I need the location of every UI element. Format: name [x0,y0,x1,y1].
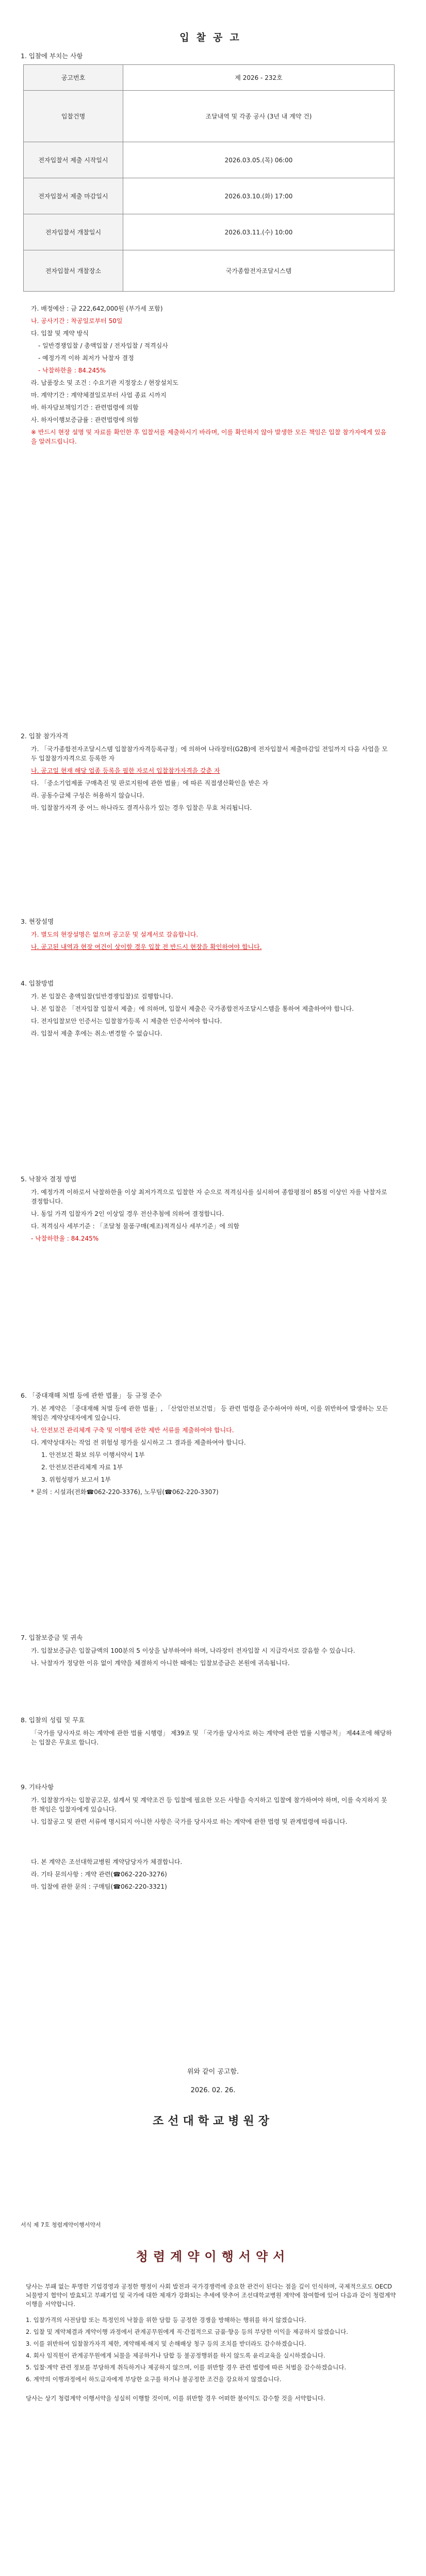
table-row [24,65,395,91]
contract-closing: 당사는 상기 청렴계약 이행서약을 성실히 이행할 것이며, 이를 위반할 경우 어떠한 불이익도 감수할 것을 서약합니다. [26,2395,325,2402]
red-warning: ※ 반드시 현장 설명 및 자료를 확인한 후 입찰서를 제출하시기 바라며, 이를 확인하지 않아 발생한 모든 책임은 입찰 참가자에게 있음을 알려드립니다. [31,429,387,445]
paragraph: 가. 입찰참가자는 입찰공고문, 설계서 및 계약조건 등 입찰에 필요한 모든 사항을 숙지하고 입찰에 참가하여야 하며, 이를 숙지하지 못한 책임은 입찰자에게 있습니다. [31,1797,387,1813]
list-item: 1. 안전보건 확보 의무 이행서약서 1부 [41,1451,145,1459]
section-5-heading: 5. 낙찰자 결정 방법 [21,1175,77,1183]
paragraph: 다. 적격심사 세부기준 : 「조달청 물품구매(제조)적격심사 세부기준」에 의함 [31,1223,240,1230]
section-5-body [31,1188,392,1246]
cutoff-rate: - 낙찰하한율 : 84.245% [31,1235,99,1242]
pledge-item: 5. 입찰·계약 관련 정보를 부당하게 취득하거나 제공하지 않으며, 이를 위반할 경우 관련 법령에 따른 처벌을 감수하겠습니다. [26,2364,347,2371]
paragraph: 라. 공동수급체 구성은 허용하지 않습니다. [31,792,144,799]
section-6-body [31,1404,392,1500]
section-4-heading: 4. 입찰방법 [21,979,54,987]
contract-body [26,2282,397,2406]
notice-page-1 [0,0,426,719]
contact: * 문의 : 시설과(전화☎062-220-3376), 노무팀(☎062-220-3307) [31,1488,219,1496]
paragraph: 가. 본 계약은 「중대재해 처벌 등에 관한 법률」, 「산업안전보건법」 등 관련 법령을 준수하여야 하며, 이를 위반하여 발생하는 모든 책임은 계약상대자에게 있습니다. [31,1405,388,1421]
note: 사. 하자이행보증금률 : 관련법령에 의함 [31,416,139,423]
row-value: 제 2026 - 232호 [123,65,395,91]
paragraph: 나. 안전보건 관리체계 구축 및 이행에 관한 제반 서류를 제출하여야 합니다. [31,1427,234,1434]
pledge-item: 4. 회사 임직원이 관계공무원에게 뇌물을 제공하거나 담합 등 불공정행위를 하지 않도록 윤리교육을 실시하겠습니다. [26,2352,325,2359]
note: 라. 납품장소 및 조건 : 수요기관 지정장소 / 현장설치도 [31,379,178,386]
row-value: 국가종합전자조달시스템 [123,250,395,292]
table-row [24,214,395,250]
row-key: 전자입찰서 개찰일시 [24,214,123,250]
section-1-heading: 1. 입찰에 부치는 사항 [21,52,83,60]
note: 다. 입찰 및 계약 방식 [31,330,89,337]
notice-date: 2026. 02. 26. [190,2087,236,2094]
paragraph: 나. 낙찰자가 정당한 이유 없이 계약을 체결하지 아니한 때에는 입찰보증금은 본원에 귀속됩니다. [31,1659,290,1667]
paragraph: 가. 본 입찰은 총액입찰(일반경쟁입찰)로 집행합니다. [31,993,173,1000]
note: - 예정가격 이하 최저가 낙찰자 결정 [38,354,134,362]
contact: 마. 입찰에 관한 문의 : 구매팀(☎062-220-3321) [31,1883,167,1890]
paragraph: 다. 「중소기업제품 구매촉진 및 판로지원에 관한 법률」에 따른 직접생산확인을 받은 자 [31,779,269,787]
hospital-name: 조선대학교병원장 [152,2115,274,2128]
note: 마. 계약기간 : 계약체결일로부터 사업 종료 시까지 [31,392,167,399]
row-value: 2026.03.10.(화) 17:00 [123,178,395,214]
paragraph: 라. 입찰서 제출 후에는 취소·변경할 수 없습니다. [31,1030,162,1037]
paragraph: 나. 본 입찰은 「전자입찰 입찰서 제출」에 의하며, 입찰서 제출은 국가종합전자조달시스템을 통하여 제출하여야 합니다. [31,1005,354,1012]
note: - 일반경쟁입찰 / 총액입찰 / 전자입찰 / 적격심사 [38,342,168,349]
row-key: 전자입찰서 개찰장소 [24,250,123,292]
section-8-heading: 8. 입찰의 성립 및 무효 [21,1716,85,1724]
paragraph: 가. 별도의 현장설명은 없으며 공고문 및 설계서로 갈음합니다. [31,931,199,938]
table-row [24,91,395,142]
table-row [24,250,395,292]
note: 나. 공사기간 : 착공일로부터 50일 [31,317,123,325]
intro: 당사는 부패 없는 투명한 기업경영과 공정한 행정이 사회 발전과 국가경쟁력에 중요한 관건이 된다는 점을 깊이 인식하며, 국제적으로도 OECD 뇌물방지 협약이 발효되고 부패기업 및 국가에 대한 제재가 강화되는 추세에 맞추어 조선대학교병원 계약에 참여함에 있어 다음과 같이 청렴계약 이행을 서약합니다. [26,2283,396,2308]
section-8-body [31,1728,392,1750]
paragraph: 나. 입찰공고 및 관련 서류에 명시되지 아니한 사항은 국가를 당사자로 하는 계약에 관한 법령 및 관계법령에 따릅니다. [31,1818,348,1825]
notice-page-2 [0,721,426,2205]
notice-page-3 [0,2210,426,2576]
page-title: 입찰공고 [179,32,247,43]
section-4-body [31,992,392,1041]
section-2-body [31,744,392,816]
section-9-heading: 9. 기타사항 [21,1783,54,1791]
note: 바. 하자담보책임기간 : 관련법령에 의함 [31,404,139,411]
section-1-notes [31,304,392,449]
row-key: 입찰건명 [24,91,123,142]
paragraph: 「국가를 당사자로 하는 계약에 관한 법률 시행령」 제39조 및 「국가를 당사자로 하는 계약에 관한 법률 시행규칙」 제44조에 해당하는 입찰은 무효로 합니다. [31,1730,392,1746]
paragraph: 나. 동일 가격 입찰자가 2인 이상일 경우 전산추첨에 의하여 결정합니다. [31,1210,224,1217]
paragraph: 가. 「국가종합전자조달시스템 입찰참가자격등록규정」에 의하여 나라장터(G2B)에 전자입찰서 제출마감일 전일까지 다음 사업을 모두 입찰참가자격으로 등록한 자 [31,745,388,762]
row-value: 2026.03.11.(수) 10:00 [123,214,395,250]
paragraph: 나. 공고된 내역과 현장 여건이 상이할 경우 입찰 전 반드시 현장을 확인하여야 합니다. [31,943,262,951]
contact: 다. 본 계약은 조선대학교병원 계약담당자가 체결합니다. [31,1858,183,1866]
paragraph: 가. 예정가격 이하로서 낙찰하한율 이상 최저가격으로 입찰한 자 순으로 적격심사를 실시하여 종합평점이 85점 이상인 자를 낙찰자로 결정합니다. [31,1189,387,1205]
bid-info-table [23,64,395,292]
row-value: 2026.03.05.(목) 06:00 [123,142,395,178]
section-7-heading: 7. 입찰보증금 및 귀속 [21,1634,83,1641]
note: - 낙찰하한율 : 84.245% [38,367,106,374]
contact: 라. 기타 문의사항 : 계약 관련(☎062-220-3276) [31,1871,167,1878]
section-6-heading: 6. 「중대재해 처벌 등에 관한 법률」 등 규정 준수 [21,1392,162,1399]
pledge-item: 3. 이를 위반하여 입찰참가자격 제한, 계약해제·해지 및 손해배상 청구 등의 조치를 받더라도 감수하겠습니다. [26,2340,306,2347]
section-3-heading: 3. 현장설명 [21,918,54,925]
contract-title: 청렴계약이행서약서 [136,2249,290,2264]
paragraph: 나. 공고일 현재 해당 업종 등록을 필한 자로서 입찰참가자격을 갖춘 자 [31,767,220,774]
note: 가. 배정예산 : 금 222,642,000원 (부가세 포함) [31,305,163,312]
pledge-item: 1. 입찰가격의 사전담합 또는 특정인의 낙찰을 위한 담합 등 공정한 경쟁을 방해하는 행위를 하지 않겠습니다. [26,2316,306,2324]
row-key: 공고번호 [24,65,123,91]
paragraph: 다. 계약상대자는 작업 전 위험성 평가를 실시하고 그 결과를 제출하여야 합니다. [31,1439,246,1446]
list-item: 2. 안전보건관리체계 자료 1부 [41,1464,123,1471]
row-value: 조달내역 및 각종 공사 (3년 내 계약 건) [123,91,395,142]
paragraph: 다. 전자입찰보안 인증서는 입찰참가등록 시 제출한 인증서여야 합니다. [31,1018,222,1025]
pledge-item: 2. 입찰 및 계약체결과 계약이행 과정에서 관계공무원에게 직·간접적으로 금품·향응 등의 부당한 이익을 제공하지 않겠습니다. [26,2328,348,2335]
section-3-body [31,930,392,955]
row-key: 전자입찰서 제출 마감일시 [24,178,123,214]
form-header: 서식 제 7호 청렴계약이행서약서 [21,2222,101,2228]
table-row [24,178,395,214]
section-2-heading: 2. 입찰 참가자격 [21,732,69,740]
paragraph: 마. 입찰참가자격 중 어느 하나라도 결격사유가 있는 경우 입찰은 무효 처리됩니다. [31,804,252,811]
list-item: 3. 위험성평가 보고서 1부 [41,1476,111,1483]
table-row [24,142,395,178]
row-key: 전자입찰서 제출 시작일시 [24,142,123,178]
section-7-body [31,1646,392,1671]
closing-text: 위와 같이 공고함. [187,2068,239,2076]
pledge-item: 6. 계약의 이행과정에서 하도급자에게 부당한 요구를 하거나 불공정한 조건을 강요하지 않겠습니다. [26,2376,282,2383]
section-9-body [31,1795,392,1894]
paragraph: 가. 입찰보증금은 입찰금액의 100분의 5 이상을 납부하여야 하며, 나라장터 전자입찰 시 지급각서로 갈음할 수 있습니다. [31,1647,355,1654]
